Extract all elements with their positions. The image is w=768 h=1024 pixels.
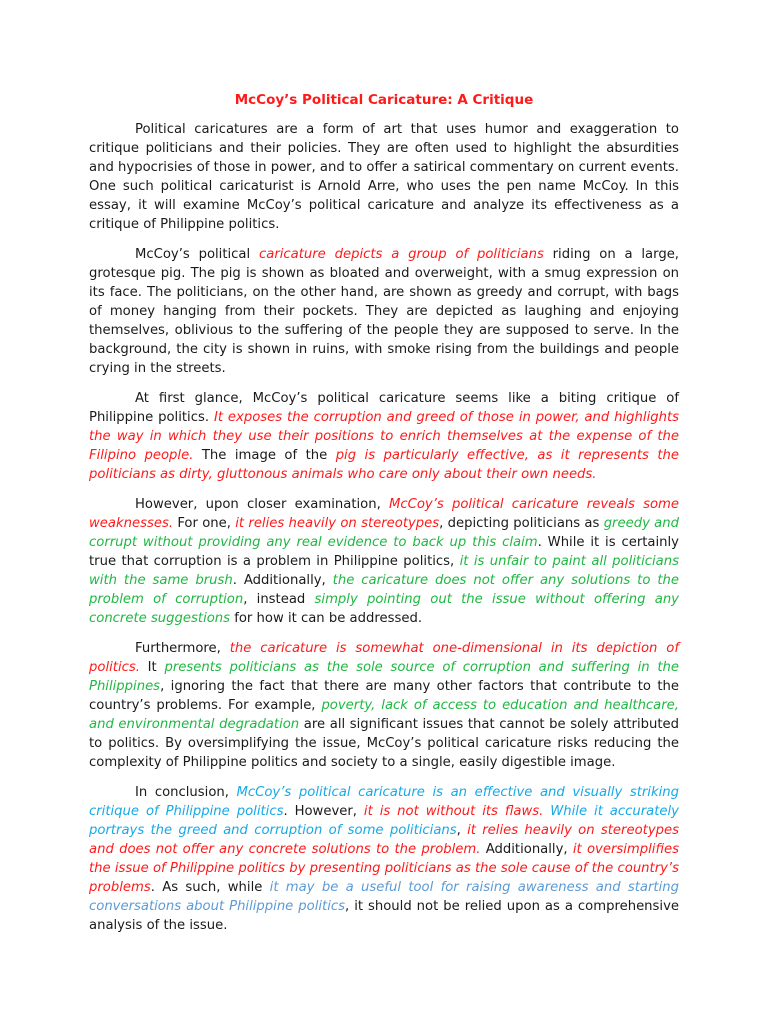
- paragraph-text: McCoy’s political: [135, 247, 259, 262]
- paragraph-text: . While it is certainly true that corruption is a problem in Philippine politics,: [89, 535, 679, 569]
- highlighted-text: the caricature is somewhat one-dimensional in its depiction of politics.: [89, 641, 679, 675]
- paragraph-text: It: [139, 660, 165, 675]
- paragraph-text: However, upon closer examination,: [135, 497, 389, 512]
- highlighted-text: it may be a useful tool for raising awareness and starting conversations about Philippine politics: [89, 880, 679, 914]
- highlighted-text: greedy and corrupt without providing any real evidence to back up this claim: [89, 516, 679, 550]
- paragraph-text: are all significant issues that cannot be solely attributed to politics. By oversimplifying the issue, McCoy’s political caricature risks reducing the complexity of Philippine politics and society to a single, easily digestible image.: [89, 717, 679, 770]
- highlighted-text: While it accurately portrays the greed and corruption of some politicians: [89, 804, 679, 838]
- paragraph-text: The image of the: [193, 448, 336, 463]
- paragraph-text: At first glance, McCoy’s political caricature seems like a biting critique of Philippine politics.: [89, 391, 679, 425]
- paragraph-text: . However,: [283, 804, 364, 819]
- highlighted-text: it relies heavily on stereotypes and does not offer any concrete solutions to the problem.: [89, 823, 679, 857]
- document-body: [89, 120, 679, 935]
- paragraph-text: , instead: [243, 592, 315, 607]
- highlighted-text: pig is particularly effective, as it represents the politicians as dirty, gluttonous animals who care only about their own needs.: [89, 448, 680, 482]
- highlighted-text: it is not without its flaws.: [363, 804, 544, 819]
- document-page: [89, 90, 679, 946]
- paragraph: [89, 245, 679, 378]
- paragraph-text: , depicting politicians as: [439, 516, 604, 531]
- document-title: McCoy’s Political Caricature: A Critique: [234, 92, 534, 108]
- highlighted-text: it oversimplifies the issue of Philippine politics by presenting politicians as the sole cause of the country’s problems: [89, 842, 679, 895]
- highlighted-text: It exposes the corruption and greed of those in power, and highlights the way in which they use their positions to enrich themselves at the expense of the Filipino people.: [89, 410, 680, 463]
- paragraph: [89, 639, 679, 772]
- highlighted-text: McCoy’s political caricature is an effective and visually striking critique of Philippine politics: [89, 785, 679, 819]
- paragraph-text: . As such, while: [150, 880, 270, 895]
- paragraph-text: ,: [456, 823, 468, 838]
- paragraph-text: For one,: [173, 516, 236, 531]
- paragraph: [89, 120, 679, 234]
- highlighted-text: presents politicians as the sole source of corruption and suffering in the Philippines: [89, 660, 679, 694]
- highlighted-text: simply pointing out the issue without offering any concrete suggestions: [89, 592, 679, 626]
- paragraph-text: Political caricatures are a form of art that uses humor and exaggeration to critique politicians and their policies. They are often used to highlight the absurdities and hypocrisies of those in power, and to offer a satirical commentary on current events. One such political caricaturist is Arnold Arre, who uses the pen name McCoy. In this essay, it will examine McCoy’s political caricature and analyze its effectiveness as a critique of Philippine politics.: [89, 122, 679, 232]
- highlighted-text: it is unfair to paint all politicians with the same brush: [89, 554, 679, 588]
- highlighted-text: it relies heavily on stereotypes: [235, 516, 440, 531]
- highlighted-text: poverty, lack of access to education and healthcare, and environmental degradation: [89, 698, 679, 732]
- highlighted-text: caricature depicts a group of politicians: [258, 247, 544, 262]
- paragraph-text: Furthermore,: [135, 641, 230, 656]
- paragraph-text: In conclusion,: [135, 785, 237, 800]
- paragraph: [89, 783, 679, 935]
- paragraph: [89, 495, 679, 628]
- paragraph-text: riding on a large, grotesque pig. The pig is shown as bloated and overweight, with a smug expression on its face. The politicians, on the other hand, are shown as greedy and corrupt, with bags of money hanging from their pockets. They are depicted as laughing and enjoying themselves, oblivious to the suffering of the people they are supposed to serve. In the background, the city is shown in ruins, with smoke rising from the buildings and people crying in the streets.: [89, 247, 679, 376]
- paragraph-text: , ignoring the fact that there are many other factors that contribute to the country’s problems. For example,: [89, 679, 679, 713]
- paragraph: [89, 389, 679, 484]
- paragraph-text: , it should not be relied upon as a comprehensive analysis of the issue.: [89, 899, 679, 933]
- paragraph-text: Additionally,: [480, 842, 573, 857]
- highlighted-text: the caricature does not offer any solutions to the problem of corruption: [89, 573, 679, 607]
- paragraph-text: . Additionally,: [232, 573, 333, 588]
- highlighted-text: McCoy’s political caricature reveals some weaknesses.: [89, 497, 679, 531]
- paragraph-text: for how it can be addressed.: [230, 611, 423, 626]
